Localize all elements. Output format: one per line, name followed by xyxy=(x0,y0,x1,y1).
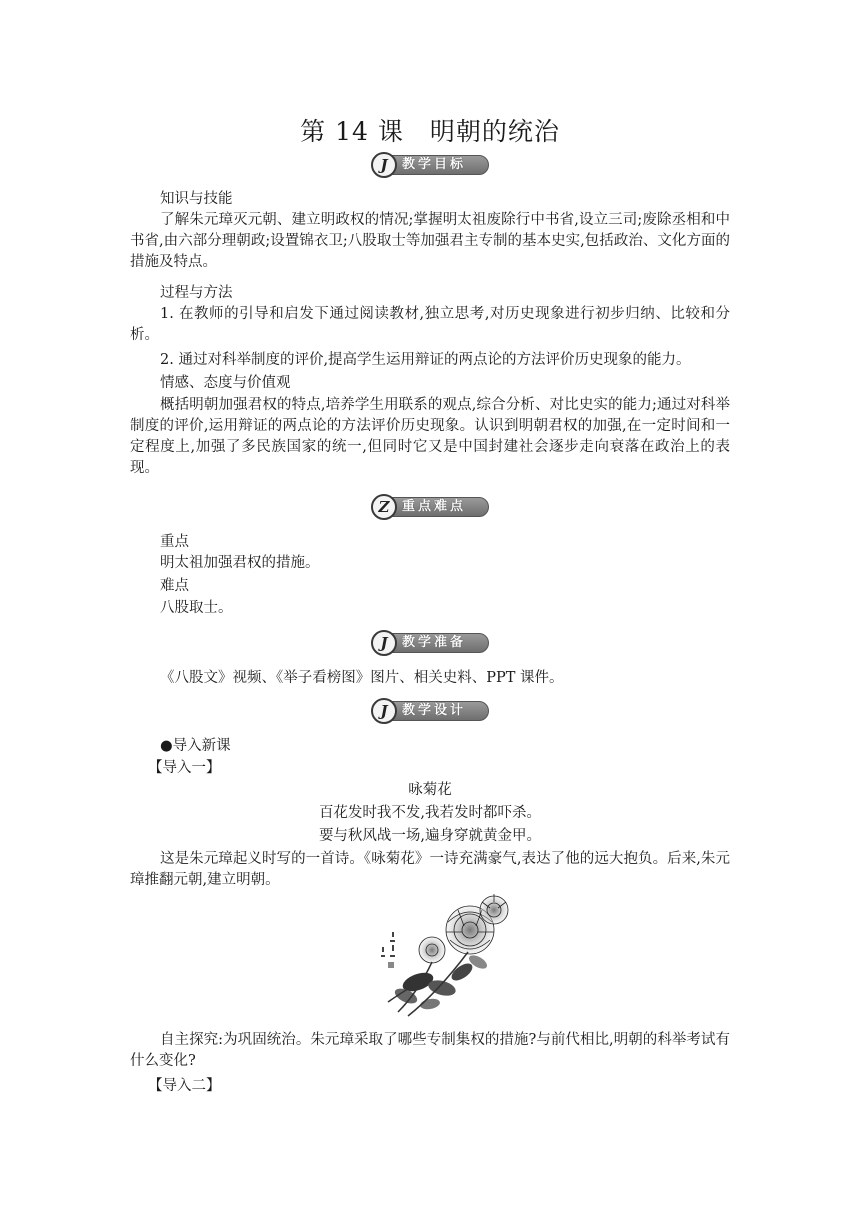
intro-two-label: 【导入二】 xyxy=(148,1078,221,1094)
poem-title: 咏菊花 xyxy=(408,782,452,798)
badge-label: 重点难点 xyxy=(402,499,467,514)
intro-one-label: 【导入一】 xyxy=(148,760,221,776)
knowledge-text: 了解朱元璋灭元朝、建立明政权的情况;掌握明太祖废除行中书省,设立三司;废除丞相和中书省,由六部分理朝政;设置锦衣卫;八股取士等加强君主专制的基本史实,包括政治、文化方面的措施及特点。 xyxy=(130,212,730,270)
badge-letter-icon: J xyxy=(371,698,397,724)
emotion-heading: 情感、态度与价值观 xyxy=(160,375,291,391)
process-heading: 过程与方法 xyxy=(160,285,233,301)
badge-bar xyxy=(381,701,489,721)
badge-bar xyxy=(381,155,489,175)
badge-label: 教学准备 xyxy=(402,635,467,650)
chrysanthemum-painting xyxy=(378,892,512,1020)
badge-bar xyxy=(381,633,489,653)
process-item-1: 1. 在教师的引导和启发下通过阅读教材,独立思考,对历史现象进行初步归纳、比较和分析。 xyxy=(130,306,730,343)
difficulty-text: 八股取士。 xyxy=(160,600,233,616)
focus-heading: 重点 xyxy=(160,534,189,550)
poem-line-2: 要与秋风战一场,遍身穿就黄金甲。 xyxy=(318,828,542,844)
focus-text: 明太祖加强君权的措施。 xyxy=(160,555,320,571)
emotion-text: 概括明朝加强君权的特点,培养学生用联系的观点,综合分析、对比史实的能力;通过对科举制度的评价,运用辩证的两点论的方法评价历史现象。认识到明朝君权的加强,在一定时间和一定程度上,加强了多民族国家的统一,但同时它又是中国封建社会逐步走向衰落在政治上的表现。 xyxy=(130,397,730,476)
explore-text: 自主探究:为巩固统治。朱元璋采取了哪些专制集权的措施?与前代相比,明朝的科举考试有什么变化? xyxy=(130,1032,730,1069)
intro-heading: ●导入新课 xyxy=(160,738,231,754)
preparation-text: 《八股文》视频、《举子看榜图》图片、相关史料、PPT 课件。 xyxy=(160,670,564,686)
badge-label: 教学设计 xyxy=(402,703,467,718)
poem-note: 这是朱元璋起义时写的一首诗。《咏菊花》一诗充满豪气,表达了他的远大抱负。后来,朱元璋推翻元朝,建立明朝。 xyxy=(130,851,730,888)
poem-line-1: 百花发时我不发,我若发时都吓杀。 xyxy=(318,805,542,821)
design-badge xyxy=(371,698,489,724)
badge-letter-icon: J xyxy=(371,152,397,178)
preparation-badge xyxy=(371,630,489,656)
badge-letter-icon: J xyxy=(371,630,397,656)
badge-bar xyxy=(381,497,489,517)
lesson-title: 第 14 课 明朝的统治 xyxy=(300,117,560,146)
key-points-badge xyxy=(371,494,489,520)
knowledge-heading: 知识与技能 xyxy=(160,191,233,207)
badge-letter-icon: Z xyxy=(371,494,397,520)
objectives-badge xyxy=(371,152,489,178)
badge-label: 教学目标 xyxy=(402,157,467,172)
difficulty-heading: 难点 xyxy=(160,578,189,594)
process-item-2: 2. 通过对科举制度的评价,提高学生运用辩证的两点论的方法评价历史现象的能力。 xyxy=(160,352,691,368)
